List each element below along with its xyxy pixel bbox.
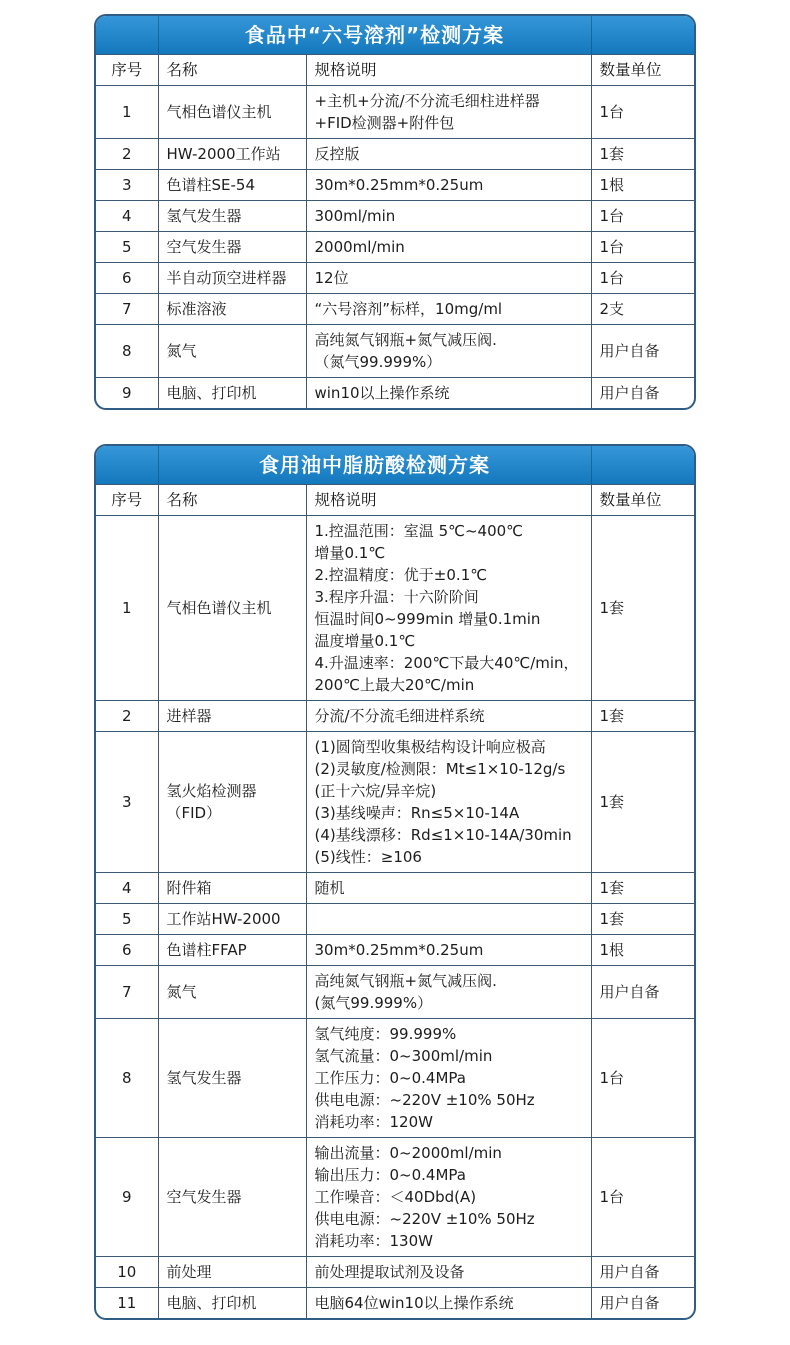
cell-name: 色谱柱SE-54: [158, 170, 306, 201]
cell-name: 电脑、打印机: [158, 378, 306, 409]
cell-name: 工作站HW-2000: [158, 904, 306, 935]
title-spacer-right: [591, 446, 694, 485]
cell-spec: [306, 516, 591, 701]
table-row: [96, 516, 694, 701]
cell-no: 5: [96, 232, 158, 263]
spec-line: win10以上操作系统: [314, 384, 450, 402]
cell-qty: 1台: [591, 1138, 694, 1257]
cell-qty: 用户自备: [591, 378, 694, 409]
table-row: [96, 294, 694, 325]
table-row: [96, 935, 694, 966]
table-row: [96, 170, 694, 201]
cell-no: 2: [96, 701, 158, 732]
spec-line: 高纯氮气钢瓶+氮气减压阀.: [314, 972, 497, 990]
spec-line: (正十六烷/异辛烷): [314, 782, 437, 800]
cell-no: 7: [96, 966, 158, 1019]
spec-line: 工作噪音：＜40Dbd(A): [314, 1188, 477, 1206]
cell-spec: [306, 232, 591, 263]
cell-name: 电脑、打印机: [158, 1288, 306, 1319]
table-plan-1: [94, 14, 696, 410]
cell-qty: 1台: [591, 1019, 694, 1138]
cell-spec: [306, 86, 591, 139]
spec-line: +主机+分流/不分流毛细柱进样器: [314, 92, 540, 110]
cell-name: 空气发生器: [158, 232, 306, 263]
table-row: [96, 378, 694, 409]
spec-line: 分流/不分流毛细进样系统: [314, 707, 485, 725]
cell-qty: 1套: [591, 873, 694, 904]
cell-no: 1: [96, 86, 158, 139]
cell-name: 进样器: [158, 701, 306, 732]
cell-spec: [306, 294, 591, 325]
cell-no: 1: [96, 516, 158, 701]
table-plan-2: [94, 444, 696, 1320]
cell-qty: 用户自备: [591, 1257, 694, 1288]
cell-spec: [306, 325, 591, 378]
spec-line: [315, 908, 583, 930]
cell-qty: 1套: [591, 904, 694, 935]
column-header-3: 数量单位: [591, 485, 694, 516]
spec-line: 输出流量：0~2000ml/min: [314, 1144, 502, 1162]
cell-spec: [306, 966, 591, 1019]
spec-line: 电脑64位win10以上操作系统: [314, 1294, 514, 1312]
spec-line: 消耗功率：130W: [314, 1232, 433, 1250]
spec-line: 工作压力：0~0.4MPa: [314, 1069, 466, 1087]
spec-line: 随机: [314, 879, 345, 897]
column-header-1: 名称: [158, 485, 306, 516]
spec-line: (4)基线漂移：Rd≤1×10-14A/30min: [314, 826, 572, 844]
table-title: 食品中“六号溶剂”检测方案: [158, 16, 591, 55]
cell-spec: [306, 139, 591, 170]
table-row: [96, 873, 694, 904]
spec-line: 300ml/min: [314, 207, 396, 225]
cell-qty: 1台: [591, 263, 694, 294]
cell-no: 9: [96, 1138, 158, 1257]
cell-no: 7: [96, 294, 158, 325]
cell-no: 4: [96, 873, 158, 904]
spec-line: 2.控温精度：优于±0.1℃: [314, 566, 488, 584]
title-spacer-left: [96, 16, 158, 55]
plan-table: [96, 16, 694, 408]
title-spacer-right: [591, 16, 694, 55]
cell-spec: [306, 873, 591, 904]
cell-no: 11: [96, 1288, 158, 1319]
cell-spec: [306, 1288, 591, 1319]
spec-line: 前处理提取试剂及设备: [314, 1263, 465, 1281]
table-row: [96, 1138, 694, 1257]
spec-line: 1.控温范围：室温 5℃~400℃: [314, 522, 524, 540]
spec-line: 氢气纯度：99.999%: [314, 1025, 457, 1043]
cell-qty: 用户自备: [591, 325, 694, 378]
table-row: [96, 139, 694, 170]
cell-qty: 1套: [591, 139, 694, 170]
spec-line: (2)灵敏度/检测限：Mt≤1×10-12g/s: [314, 760, 566, 778]
table-title-row: [96, 16, 694, 55]
table-row: [96, 201, 694, 232]
spec-line: 30m*0.25mm*0.25um: [314, 176, 484, 194]
spec-line: 反控版: [314, 145, 360, 163]
cell-qty: 1台: [591, 232, 694, 263]
table-row: [96, 86, 694, 139]
cell-no: 9: [96, 378, 158, 409]
cell-qty: 1套: [591, 701, 694, 732]
cell-name: 色谱柱FFAP: [158, 935, 306, 966]
cell-spec: [306, 1019, 591, 1138]
spec-line: 恒温时间0~999min 增量0.1min: [314, 610, 541, 628]
cell-name: 半自动顶空进样器: [158, 263, 306, 294]
cell-no: 4: [96, 201, 158, 232]
table-row: [96, 1288, 694, 1319]
spec-line: 供电电源：~220V ±10% 50Hz: [314, 1091, 535, 1109]
table-row: [96, 1257, 694, 1288]
column-header-2: 规格说明: [306, 485, 591, 516]
cell-spec: [306, 378, 591, 409]
spec-line: 200℃上最大20℃/min: [314, 676, 475, 694]
cell-no: 6: [96, 935, 158, 966]
cell-qty: 用户自备: [591, 1288, 694, 1319]
spec-line: +FID检测器+附件包: [314, 114, 455, 132]
spec-line: 3.程序升温：十六阶阶间: [314, 588, 479, 606]
spec-line: 高纯氮气钢瓶+氮气减压阀.: [314, 331, 497, 349]
cell-spec: [306, 201, 591, 232]
column-header-0: 序号: [96, 55, 158, 86]
cell-qty: 1台: [591, 201, 694, 232]
title-spacer-left: [96, 446, 158, 485]
spec-line: 输出压力：0~0.4MPa: [314, 1166, 466, 1184]
spec-line: (3)基线噪声：Rn≤5×10-14A: [314, 804, 520, 822]
table-row: [96, 701, 694, 732]
spec-line: 温度增量0.1℃: [314, 632, 416, 650]
cell-qty: 1套: [591, 516, 694, 701]
cell-spec: [306, 904, 591, 935]
column-header-3: 数量单位: [591, 55, 694, 86]
spec-line: 4.升温速率：200℃下最大40℃/min，: [314, 654, 579, 672]
table-row: [96, 232, 694, 263]
table-title-row: [96, 446, 694, 485]
cell-spec: [306, 263, 591, 294]
cell-spec: [306, 935, 591, 966]
column-header-1: 名称: [158, 55, 306, 86]
cell-name: 氢火焰检测器（FID）: [158, 732, 306, 873]
cell-qty: 1套: [591, 732, 694, 873]
cell-name: 前处理: [158, 1257, 306, 1288]
table-header-row: [96, 485, 694, 516]
table-body: [96, 16, 694, 408]
table-header-row: [96, 55, 694, 86]
spec-line: 30m*0.25mm*0.25um: [314, 941, 484, 959]
cell-spec: [306, 170, 591, 201]
table-row: [96, 966, 694, 1019]
spec-line: 增量0.1℃: [314, 544, 386, 562]
cell-name: 气相色谱仪主机: [158, 86, 306, 139]
cell-name: 氢气发生器: [158, 1019, 306, 1138]
cell-name: 氮气: [158, 966, 306, 1019]
cell-no: 10: [96, 1257, 158, 1288]
cell-name: 标准溶液: [158, 294, 306, 325]
cell-no: 6: [96, 263, 158, 294]
table-row: [96, 732, 694, 873]
cell-spec: [306, 732, 591, 873]
table-row: [96, 263, 694, 294]
spec-line: (1)圆筒型收集极结构设计响应极高: [314, 738, 546, 756]
cell-name: 气相色谱仪主机: [158, 516, 306, 701]
column-header-2: 规格说明: [306, 55, 591, 86]
cell-qty: 用户自备: [591, 966, 694, 1019]
spec-line: 氢气流量：0~300ml/min: [314, 1047, 493, 1065]
cell-qty: 1台: [591, 86, 694, 139]
table-body: [96, 446, 694, 1318]
cell-name: HW-2000工作站: [158, 139, 306, 170]
cell-name: 氮气: [158, 325, 306, 378]
cell-no: 3: [96, 732, 158, 873]
spec-line: （氮气99.999%）: [314, 353, 442, 371]
column-header-0: 序号: [96, 485, 158, 516]
cell-no: 3: [96, 170, 158, 201]
spec-line: 供电电源：~220V ±10% 50Hz: [314, 1210, 535, 1228]
spec-line: “六号溶剂”标样，10mg/ml: [314, 300, 503, 318]
cell-name: 空气发生器: [158, 1138, 306, 1257]
cell-name: 附件箱: [158, 873, 306, 904]
cell-no: 8: [96, 1019, 158, 1138]
cell-qty: 1根: [591, 935, 694, 966]
table-row: [96, 904, 694, 935]
cell-no: 5: [96, 904, 158, 935]
cell-spec: [306, 701, 591, 732]
cell-name: 氢气发生器: [158, 201, 306, 232]
spec-line: (氮气99.999%）: [314, 994, 433, 1012]
plan-table: [96, 446, 694, 1318]
spec-line: 2000ml/min: [314, 238, 405, 256]
cell-spec: [306, 1138, 591, 1257]
spec-line: 12位: [314, 269, 349, 287]
cell-spec: [306, 1257, 591, 1288]
cell-no: 2: [96, 139, 158, 170]
table-row: [96, 1019, 694, 1138]
table-title: 食用油中脂肪酸检测方案: [158, 446, 591, 485]
cell-qty: 1根: [591, 170, 694, 201]
cell-no: 8: [96, 325, 158, 378]
spec-line: (5)线性：≥106: [314, 848, 422, 866]
spec-line: 消耗功率：120W: [314, 1113, 433, 1131]
table-row: [96, 325, 694, 378]
cell-qty: 2支: [591, 294, 694, 325]
